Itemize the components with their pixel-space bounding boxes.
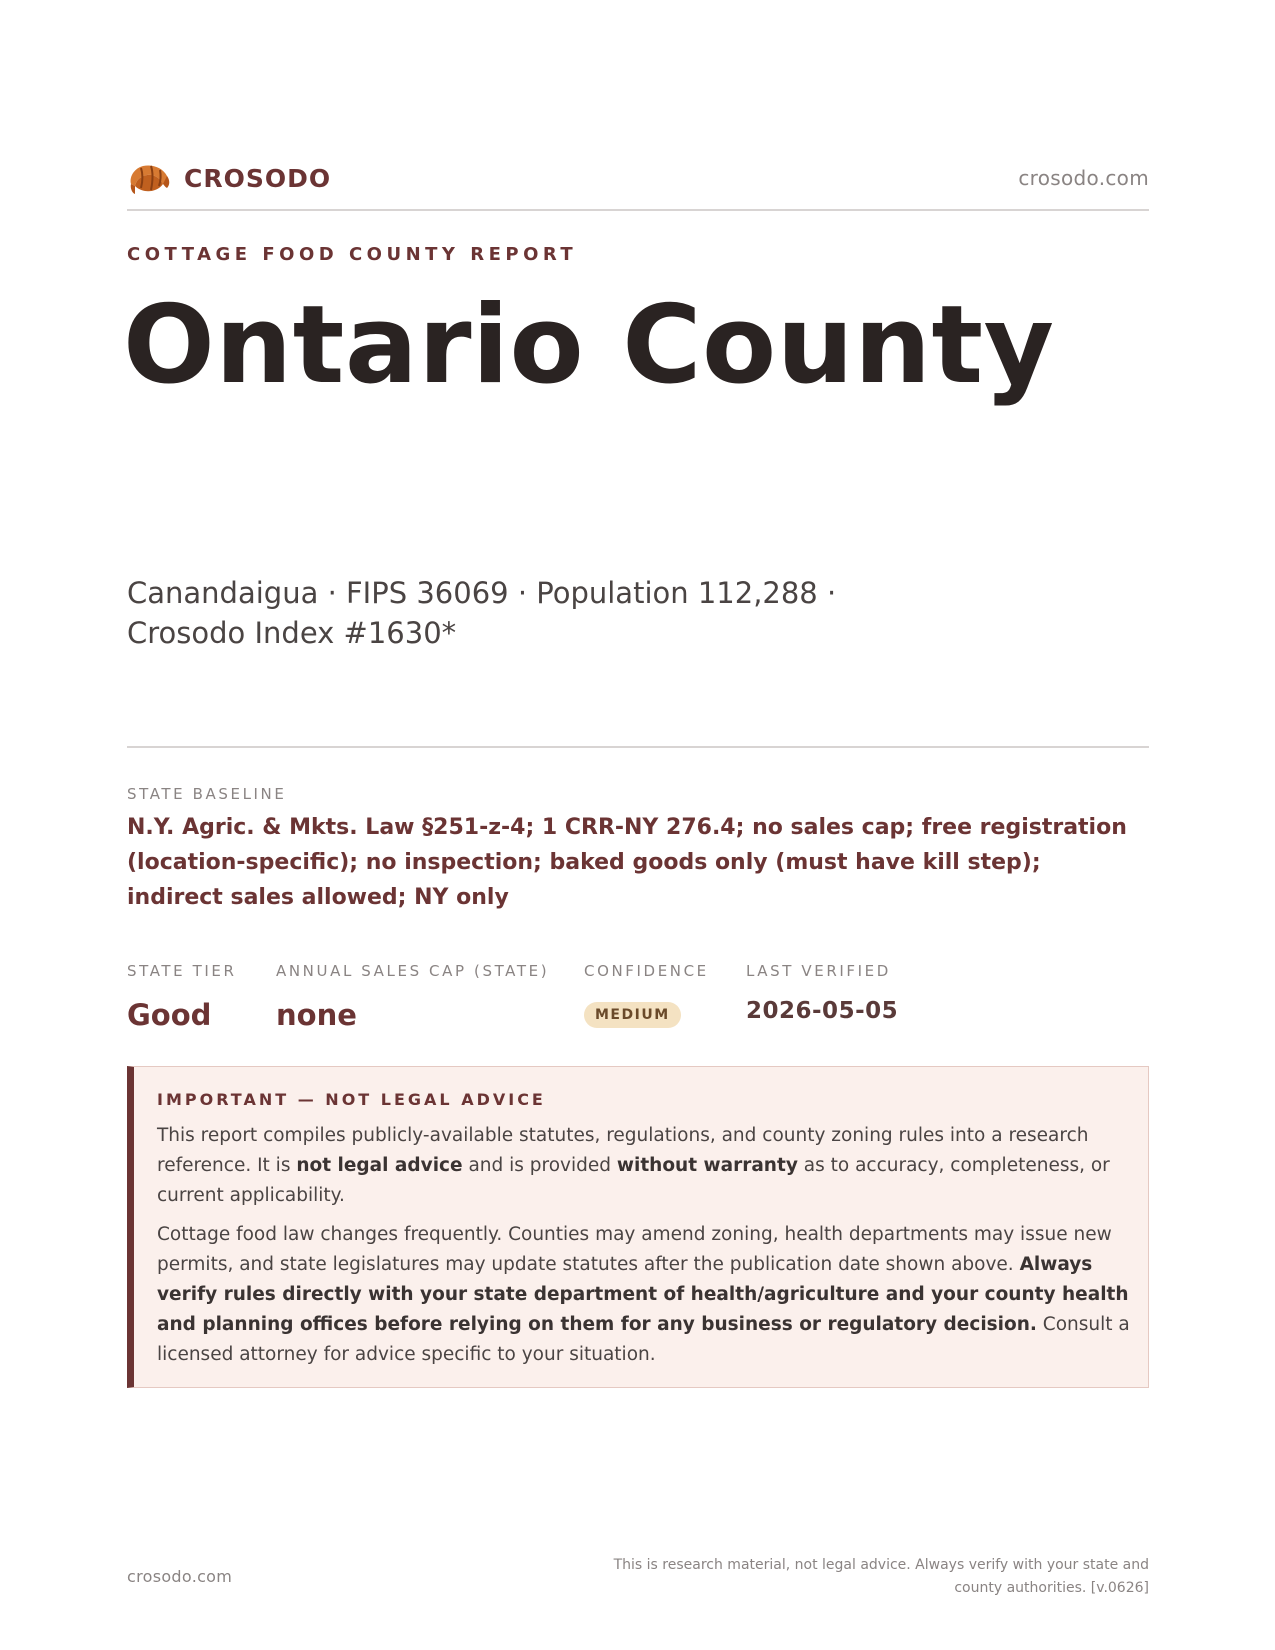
- notice-emphasis: without warranty: [616, 1155, 798, 1176]
- stat-sales-cap: [276, 962, 549, 1032]
- report-page: [123, 0, 1149, 1650]
- header-site-link[interactable]: crosodo.com: [1018, 166, 1149, 190]
- stats-row: [127, 962, 1149, 1032]
- notice-text: and is provided: [462, 1155, 617, 1176]
- stat-last-verified-label: LAST VERIFIED: [746, 962, 891, 980]
- stat-tier: [127, 962, 237, 1032]
- notice-emphasis: Always verify rules directly with your state department of health/agriculture and your county health and planning offices before relying on them for any business or regulatory decision.: [157, 1254, 1129, 1335]
- croissant-icon: [127, 160, 171, 198]
- stat-tier-value: Good: [127, 998, 212, 1032]
- page-title: Ontario County: [123, 283, 1055, 408]
- stat-confidence: [584, 962, 709, 1028]
- baseline-text: N.Y. Agric. & Mkts. Law §251-z-4; 1 CRR-NY 276.4; no sales cap; free registration (location-specific); no inspection; baked goods only (must have kill step); indirect sales allowed; NY only: [127, 815, 1127, 910]
- legal-notice: [127, 1066, 1149, 1388]
- notice-text: Consult a licensed attorney for advice specific to your situation.: [157, 1314, 1130, 1365]
- stat-confidence-label: CONFIDENCE: [584, 962, 709, 980]
- notice-text: as to accuracy, completeness, or current applicability.: [157, 1155, 1110, 1206]
- stat-last-verified: [746, 962, 898, 1024]
- footer-site-link[interactable]: crosodo.com: [127, 1567, 233, 1586]
- notice-paragraph-2: [157, 1220, 1132, 1370]
- stat-last-verified-value: 2026-05-05: [746, 998, 899, 1024]
- notice-paragraph-1: [157, 1121, 1132, 1211]
- stat-sales-cap-value: none: [276, 998, 357, 1032]
- notice-text: Cottage food law changes frequently. Counties may amend zoning, health departments may issue new permits, and state legislatures may update statutes after the publication date shown above.: [157, 1224, 1112, 1275]
- report-eyebrow: COTTAGE FOOD COUNTY REPORT: [127, 244, 578, 265]
- notice-text: This report compiles publicly-available statutes, regulations, and county zoning rules into a research reference. It is: [157, 1125, 1089, 1176]
- header-divider: [127, 209, 1149, 211]
- notice-heading: IMPORTANT — NOT LEGAL ADVICE: [157, 1090, 546, 1109]
- confidence-badge: MEDIUM: [584, 1002, 681, 1028]
- notice-emphasis: not legal advice: [296, 1155, 463, 1176]
- county-summary: Canandaigua · FIPS 36069 · Population 112,288 · Crosodo Index #1630*: [127, 576, 837, 650]
- brand-name: CROSODO: [184, 164, 332, 193]
- section-divider: [127, 746, 1149, 748]
- stat-sales-cap-label: ANNUAL SALES CAP (STATE): [276, 962, 550, 980]
- stat-tier-label: STATE TIER: [127, 962, 237, 980]
- footer-disclaimer: This is research material, not legal advice. Always verify with your state and county authorities. [v.0626]: [613, 1557, 1149, 1596]
- baseline-label: STATE BASELINE: [127, 785, 287, 803]
- page-header: [127, 158, 1149, 200]
